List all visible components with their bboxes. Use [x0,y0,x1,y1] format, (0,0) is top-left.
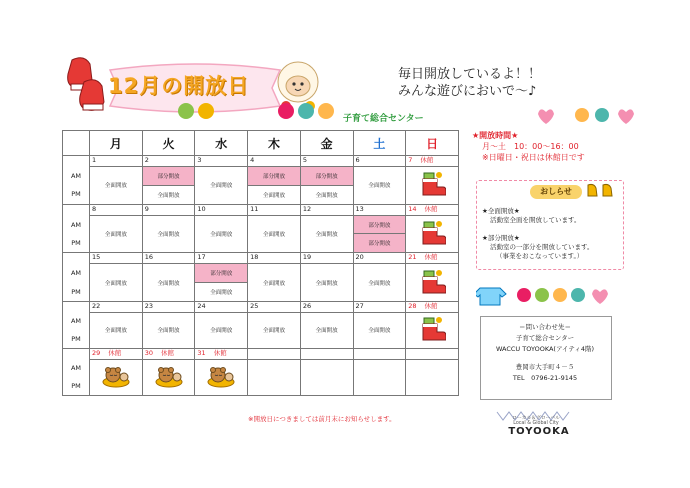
pm-label: PM [63,234,90,253]
pm-label: PM [63,377,90,395]
date-number: 5 [302,156,307,164]
am-row [63,167,459,186]
closed-label: 休館 [160,348,174,357]
weekday-header-row [63,131,459,156]
full-open-pm-cell: 全面開放 [195,283,248,302]
date-cell [195,204,248,215]
date-number: 10 [197,204,206,213]
date-number: 11 [250,204,259,213]
contact-tel: TEL 0796-21-9145 [512,374,578,382]
date-number: 31 [197,348,206,357]
am-row [63,359,459,377]
full-open-cell: 全面開放 [142,264,195,302]
date-number: 9 [144,204,149,213]
closed-cell [90,359,143,395]
date-number: 20 [355,253,364,262]
empty-cell [406,359,459,395]
date-number: 7 [408,156,413,164]
empty-date-cell [406,348,459,359]
footnote: ※開放日につきましては前月末にお知らせします。 [248,415,396,423]
closed-cell [195,359,248,395]
contact-info [480,322,610,384]
date-cell [90,156,143,167]
logo-sub-jp: ローカル＆グローバル [512,416,560,421]
header-corner [63,131,90,156]
date-cell [248,253,301,264]
closed-cell [142,359,195,395]
sleeping-bear-icon [155,364,183,388]
date-cell [195,301,248,312]
date-cell [142,253,195,264]
date-number: 16 [144,253,153,262]
weekday-sat: 土 [353,131,406,156]
date-cell [353,253,406,264]
am-row [63,215,459,234]
date-number: 28 [408,301,417,310]
weekday-tue: 火 [142,131,195,156]
empty-date-cell [300,348,353,359]
date-number: 17 [197,253,206,262]
empty-cell [353,359,406,395]
empty-date-cell [353,348,406,359]
logo-main-text: TOYOOKA [508,426,570,437]
date-cell [406,253,459,264]
empty-cell [248,359,301,395]
weekday-sun: 日 [406,131,459,156]
date-number: 6 [355,156,360,164]
sleeping-bear-icon [102,364,130,388]
boot-present-icon [418,268,446,296]
closed-label: 休館 [213,348,227,357]
closed-label: 休館 [424,204,438,213]
am-label: AM [63,264,90,283]
notice-full-head: ★全面開放★ [482,207,520,215]
closed-cell [406,264,459,302]
opening-hours [472,130,585,163]
date-row-label [63,348,90,359]
closed-label: 休館 [108,348,122,357]
closed-cell [406,167,459,205]
notice-body [482,207,593,261]
weekday-mon: 月 [90,131,143,156]
partial-open-am-cell: 部分開放 [195,264,248,283]
date-cell [195,253,248,264]
date-cell [406,204,459,215]
date-cell [406,301,459,312]
date-number: 2 [144,156,149,164]
date-cell [248,156,301,167]
full-open-cell: 全面開放 [90,215,143,253]
yarn-balls-decoration [176,100,336,122]
date-row-label [63,204,90,215]
full-open-cell: 全面開放 [90,312,143,348]
partial-open-am-cell: 部分開放 [248,167,301,186]
hours-title: ★開放時間★ [472,131,519,140]
date-cell [142,204,195,215]
mitten-icon [62,54,110,112]
empty-cell [300,359,353,395]
date-row [63,301,459,312]
date-row-label [63,301,90,312]
full-open-cell: 全面開放 [300,264,353,302]
logo-sub-en: Local & Global City [513,421,559,426]
date-number: 25 [250,301,259,310]
partial-open-am-cell: 部分開放 [353,215,406,234]
weekday-wed: 水 [195,131,248,156]
am-row [63,264,459,283]
date-cell [300,301,353,312]
date-cell [300,253,353,264]
notice-partial-desc2: （事業をおこなっています。） [496,252,584,261]
weekday-thu: 木 [248,131,301,156]
full-open-cell: 全面開放 [353,264,406,302]
date-cell [300,156,353,167]
full-open-cell: 全面開放 [248,312,301,348]
full-open-cell: 全面開放 [90,167,143,205]
date-number: 12 [302,204,312,213]
full-open-cell: 全面開放 [142,215,195,253]
date-number: 19 [302,253,312,262]
full-open-cell: 全面開放 [353,312,406,348]
date-row-label [63,253,90,264]
full-open-pm-cell: 全面開放 [248,185,301,204]
date-number: 26 [302,301,312,310]
closed-cell [406,312,459,348]
contact-address: 豊岡市大手町４－５ [515,363,575,371]
date-cell [195,348,248,359]
logo-subtitle [500,414,572,426]
date-number: 22 [92,301,101,310]
am-label: AM [63,167,90,186]
date-cell [406,156,459,167]
date-cell [248,204,301,215]
date-row [63,156,459,167]
am-label: AM [63,215,90,234]
pm-label: PM [63,185,90,204]
date-number: 23 [144,301,153,310]
notice-partial-head: ★部分開放★ [482,233,520,242]
closed-cell [406,215,459,253]
partial-open-am-cell: 部分開放 [142,167,195,186]
date-cell [142,301,195,312]
hours-line1: 月～土 10：00～16：00 [482,142,579,151]
full-open-pm-cell: 全面開放 [142,185,195,204]
date-number: 21 [408,253,417,262]
mitten-small-icon [584,183,618,201]
full-open-cell: 全面開放 [195,312,248,348]
date-cell [353,301,406,312]
closed-label: 休館 [424,253,438,262]
date-cell [142,348,195,359]
weekday-fri: 金 [300,131,353,156]
date-number: 1 [92,156,97,164]
date-cell [90,301,143,312]
date-number: 24 [197,301,206,310]
date-row-label [63,156,90,167]
notice-full-desc: 活動室全面を開放しています。 [490,216,581,225]
notice-title: おしらせ [530,185,582,199]
sleeping-bear-icon [207,364,235,388]
full-open-cell: 全面開放 [248,264,301,302]
date-cell [353,156,406,167]
full-open-cell: 全面開放 [300,215,353,253]
date-number: 29 [92,348,101,357]
date-cell [248,301,301,312]
date-number: 15 [92,253,101,262]
date-row [63,204,459,215]
date-number: 18 [250,253,259,262]
date-cell [300,204,353,215]
date-number: 3 [197,156,202,164]
full-open-cell: 全面開放 [248,215,301,253]
calendar-table [62,130,459,396]
partial-open-am-cell: 部分開放 [300,167,353,186]
date-number: 8 [92,204,97,213]
tagline-line2: みんな遊びにおいで～♪ [398,84,537,99]
center-name: 子育て総合センター [343,114,424,124]
contact-name: 子育て総合センター [515,334,575,342]
full-open-cell: 全面開放 [195,167,248,205]
contact-title: ＝問い合わせ先＝ [519,323,571,331]
date-cell [353,204,406,215]
tagline [398,66,541,100]
full-open-cell: 全面開放 [300,312,353,348]
date-number: 13 [355,204,364,213]
full-open-cell: 全面開放 [90,264,143,302]
date-row [63,348,459,359]
partial-open-pm-cell: 部分開放 [353,234,406,253]
closed-label: 休館 [424,301,438,310]
date-cell [90,204,143,215]
date-cell [90,348,143,359]
boot-present-icon [418,219,446,247]
full-open-cell: 全面開放 [195,215,248,253]
empty-date-cell [248,348,301,359]
full-open-cell: 全面開放 [142,312,195,348]
pm-label: PM [63,330,90,348]
am-row [63,312,459,330]
date-number: 27 [355,301,364,310]
boot-present-icon [418,315,446,343]
contact-place: WACCU TOYOOKA(アイティ4階) [495,345,595,353]
full-open-cell: 全面開放 [353,167,406,205]
notice-partial-desc1: 活動室の一部分を開放しています。 [490,242,594,251]
pm-label: PM [63,283,90,302]
closed-label: 休館 [420,156,434,164]
date-number: 30 [144,348,153,357]
page-title: 12月の開放日 [108,74,250,98]
date-cell [195,156,248,167]
tagline-line1: 毎日開放しているよ！！ [398,67,542,82]
date-row [63,253,459,264]
am-label: AM [63,359,90,377]
date-number: 14 [408,204,417,213]
sweater-yarn-decoration [476,284,616,306]
hours-line2: ※日曜日・祝日は休館日です [482,153,585,162]
full-open-pm-cell: 全面開放 [300,185,353,204]
hearts-decoration [536,104,636,126]
date-number: 4 [250,156,255,164]
date-cell [90,253,143,264]
am-label: AM [63,312,90,330]
boot-present-icon [418,170,446,198]
date-cell [142,156,195,167]
